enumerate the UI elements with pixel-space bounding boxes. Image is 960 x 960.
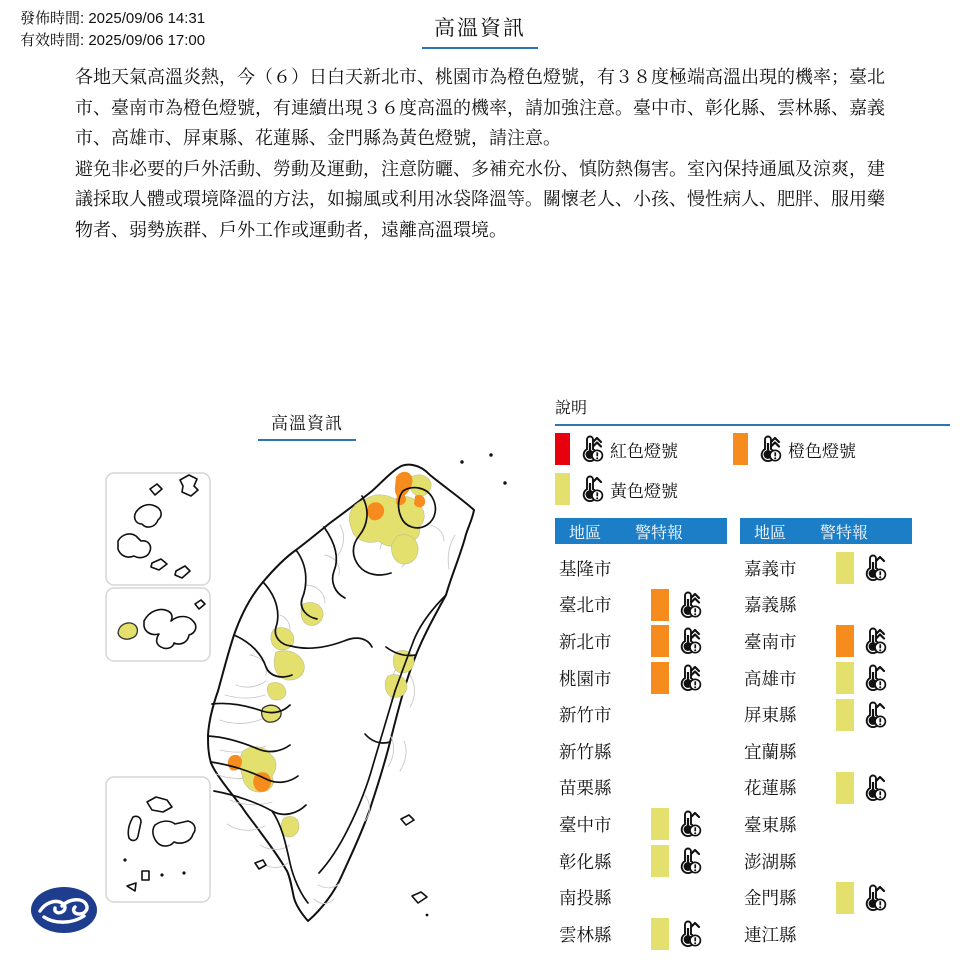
- table-row: [740, 770, 912, 807]
- matsu-inset: [106, 473, 210, 585]
- red-signal-label: 紅色燈號: [610, 441, 678, 461]
- region-name: 澎湖縣: [744, 851, 797, 872]
- table-row: [740, 916, 912, 953]
- region-name: 嘉義縣: [744, 595, 797, 616]
- warning-color-chip: [836, 772, 854, 804]
- warning-cell: [836, 623, 887, 660]
- map-title: 高溫資訊: [258, 409, 356, 441]
- kinmen-inset: [106, 588, 210, 661]
- region-name: 雲林縣: [559, 924, 612, 945]
- legend-item-orange: [733, 432, 950, 466]
- thermometer-warning-icon: [674, 664, 702, 692]
- cwa-logo: [28, 884, 100, 936]
- table-header: [740, 518, 912, 544]
- legend-title: 說明: [555, 395, 950, 426]
- orange-signal-label: 橙色燈號: [788, 441, 856, 461]
- table-row: [555, 696, 727, 733]
- valid-time: 有效時間: 2025/09/06 17:00: [20, 32, 206, 49]
- region-name: 彰化縣: [559, 851, 612, 872]
- warning-table-left: [555, 518, 727, 953]
- table-row: [555, 733, 727, 770]
- thermometer-warning-icon: [859, 884, 887, 912]
- region-name: 南投縣: [559, 888, 612, 909]
- warning-table-right: [740, 518, 912, 953]
- region-name: 新北市: [559, 631, 612, 652]
- warning-color-chip: [836, 882, 854, 914]
- yellow-signal-label: 黃色燈號: [610, 481, 678, 501]
- column-header-region: 地區: [569, 524, 602, 542]
- thermometer-warning-icon: [674, 847, 702, 875]
- advisory-text: [75, 62, 887, 245]
- advisory-paragraph-1: 各地天氣高溫炎熱，今（６）日白天新北市、桃園市為橙色燈號，有３８度極端高溫出現的機率；臺北市、臺南市為橙色燈號，有連續出現３６度高溫的機率，請加強注意。臺中市、彰化縣、雲林縣、嘉義市、高雄市、屏東縣、花蓮縣、金門縣為黃色燈號，請注意。: [75, 67, 885, 148]
- region-name: 金門縣: [744, 888, 797, 909]
- region-name: 臺中市: [559, 814, 612, 835]
- table-row: [740, 733, 912, 770]
- column-header-warning: 警特報: [635, 524, 684, 542]
- legend: [555, 432, 950, 506]
- thermometer-warning-icon: [674, 920, 702, 948]
- warning-cell: [836, 879, 887, 916]
- table-body: [740, 544, 912, 953]
- penghu-inset: [106, 777, 210, 902]
- column-header-region: 地區: [754, 524, 787, 542]
- region-name: 花蓮縣: [744, 778, 797, 799]
- region-name: 苗栗縣: [559, 778, 612, 799]
- warning-color-chip: [651, 808, 669, 840]
- kinmen-yellow-region: [118, 623, 137, 639]
- table-row: [740, 550, 912, 587]
- legend-and-tables-panel: [555, 395, 950, 953]
- thermometer-orange-icon: [754, 435, 782, 463]
- table-row: [740, 587, 912, 624]
- warning-color-chip: [651, 918, 669, 950]
- warning-color-chip: [651, 845, 669, 877]
- timestamps: [20, 8, 205, 52]
- table-row: [555, 587, 727, 624]
- column-header-warning: 警特報: [820, 524, 869, 542]
- table-row: [555, 770, 727, 807]
- thermometer-red-icon: [576, 435, 604, 463]
- region-name: 嘉義市: [744, 558, 797, 579]
- page-title: 高溫資訊: [422, 12, 538, 49]
- region-name: 臺南市: [744, 631, 797, 652]
- warning-cell: [651, 806, 702, 843]
- region-name: 新竹市: [559, 705, 612, 726]
- legend-item-red: [555, 432, 733, 466]
- warning-cell: [651, 916, 702, 953]
- region-name: 高雄市: [744, 668, 797, 689]
- warning-color-chip: [836, 552, 854, 584]
- thermometer-warning-icon: [859, 701, 887, 729]
- region-name: 宜蘭縣: [744, 741, 797, 762]
- advisory-paragraph-2: 避免非必要的戶外活動、勞動及運動，注意防曬、多補充水份、慎防熱傷害。室內保持通風及涼爽，建議採取人體或環境降溫的方法，如搧風或利用冰袋降溫等。關懷老人、小孩、慢性病人、肥胖、服用藥物者、弱勢族群、戶外工作或運動者，遠離高溫環境。: [75, 158, 885, 240]
- table-header: [555, 518, 727, 544]
- table-row: [740, 843, 912, 880]
- table-row: [740, 623, 912, 660]
- warning-cell: [651, 660, 702, 697]
- warning-cell: [651, 587, 702, 624]
- cwa-logo-icon: [28, 884, 100, 936]
- warning-color-chip: [651, 589, 669, 621]
- table-row: [555, 879, 727, 916]
- thermometer-warning-icon: [859, 664, 887, 692]
- table-row: [555, 916, 727, 953]
- thermometer-warning-icon: [674, 627, 702, 655]
- table-body: [555, 544, 727, 953]
- table-row: [740, 879, 912, 916]
- region-name: 臺北市: [559, 595, 612, 616]
- thermometer-warning-icon: [859, 627, 887, 655]
- warning-color-chip: [651, 662, 669, 694]
- taiwan-warning-map: [100, 405, 540, 960]
- legend-item-yellow: [555, 472, 733, 506]
- thermometer-warning-icon: [859, 554, 887, 582]
- table-row: [555, 623, 727, 660]
- warning-cell: [836, 696, 887, 733]
- region-name: 基隆市: [559, 558, 612, 579]
- table-row: [555, 660, 727, 697]
- warning-cell: [651, 843, 702, 880]
- taiwan-main-island: [208, 453, 507, 921]
- table-row: [740, 806, 912, 843]
- region-name: 連江縣: [744, 924, 797, 945]
- thermometer-warning-icon: [859, 774, 887, 802]
- thermometer-yellow-icon: [576, 475, 604, 503]
- region-name: 桃園市: [559, 668, 612, 689]
- table-row: [740, 696, 912, 733]
- thermometer-warning-icon: [674, 591, 702, 619]
- warning-cell: [836, 770, 887, 807]
- table-row: [555, 806, 727, 843]
- thermometer-warning-icon: [674, 810, 702, 838]
- table-row: [555, 843, 727, 880]
- published-time: 發佈時間: 2025/09/06 14:31: [20, 10, 206, 27]
- warning-color-chip: [836, 662, 854, 694]
- warning-color-chip: [836, 699, 854, 731]
- yellow-signal-chip: [555, 473, 570, 505]
- warning-cell: [651, 623, 702, 660]
- warning-cell: [836, 550, 887, 587]
- region-name: 屏東縣: [744, 705, 797, 726]
- orange-signal-chip: [733, 433, 748, 465]
- map-canvas: [100, 405, 540, 960]
- red-signal-chip: [555, 433, 570, 465]
- region-name: 新竹縣: [559, 741, 612, 762]
- warning-tables: [555, 518, 950, 953]
- table-row: [740, 660, 912, 697]
- warning-color-chip: [651, 625, 669, 657]
- warning-color-chip: [836, 625, 854, 657]
- region-name: 臺東縣: [744, 814, 797, 835]
- table-row: [555, 550, 727, 587]
- warning-cell: [836, 660, 887, 697]
